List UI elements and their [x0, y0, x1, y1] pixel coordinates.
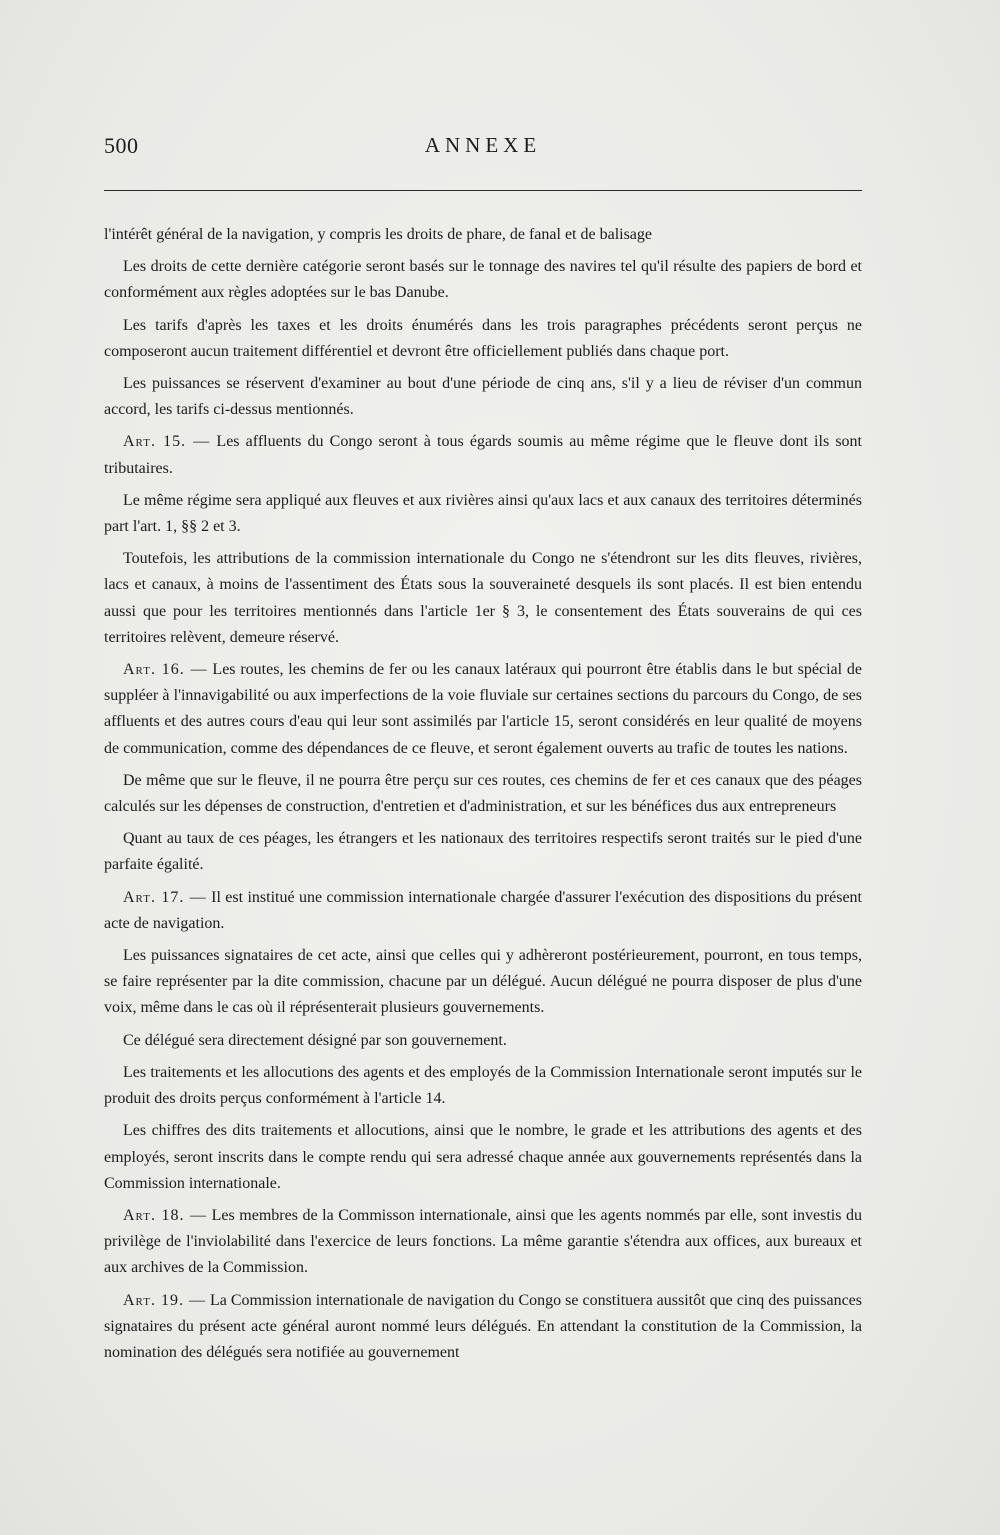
paragraph-text: Les routes, les chemins de fer ou les canaux latéraux qui pourront être établis dans le but spécial de suppléer à l'innavigabilité ou aux imperfections de la voie fluviale sur certaines sections du parcours du Congo, de ses affluents et des autres cours d'eau qui leur sont assimilés par l'article 15, seront considérés en leur qualité de moyens de communication, comme des dépendances de ce fleuve, et seront également ouverts au trafic de toutes les nations.: [104, 661, 863, 757]
article-label: Art. 19. —: [123, 1291, 206, 1309]
paragraph-text: Il est institué une commission internationale chargée d'assurer l'exécution des dispositions du présent acte de navigation.: [104, 888, 862, 932]
paragraph: [104, 313, 862, 365]
paragraph-text: Les puissances se réservent d'examiner au bout d'une période de cinq ans, s'il y a lieu de réviser d'un commun accord, les tarifs ci-dessus mentionnés.: [104, 375, 862, 419]
paragraph-text: l'intérêt général de la navigation, y compris les droits de phare, de fanal et de balisage: [104, 226, 653, 243]
article-label: Art. 15. —: [123, 433, 211, 451]
paragraph-text: Les affluents du Congo seront à tous égards soumis au même régime que le fleuve dont ils sont tributaires.: [104, 433, 862, 477]
article-label: Art. 17. —: [123, 888, 207, 906]
paragraph: [104, 488, 862, 540]
paragraph-text: Les droits de cette dernière catégorie seront basés sur le tonnage des navires tel qu'il résulte des papiers de bord et conformément aux règles adoptées sur le bas Danube.: [104, 258, 862, 302]
running-head: ANNEXE: [424, 133, 542, 157]
article-label: Art. 16. —: [123, 661, 208, 679]
paragraph: [104, 371, 862, 423]
paragraph-text: De même que sur le fleuve, il ne pourra être perçu sur ces routes, ces chemins de fer et ces canaux que des péages calculés sur les dépenses de construction, d'entretien et d'administration, et sur les bénéfices dus aux entrepreneurs: [104, 771, 862, 816]
paragraph-text: Ce délégué sera directement désigné par son gouvernement.: [123, 1031, 507, 1049]
paragraph-text: Les chiffres des dits traitements et allocutions, ainsi que le nombre, le grade et les attributions des agents et des employés, seront inscrits dans le compte rendu qui sera adressé chaque année aux gouvernements représentés dans la Commission internationale.: [104, 1122, 862, 1192]
paragraph: [104, 768, 862, 820]
article-label: Art. 18. —: [123, 1206, 208, 1224]
header-rule: [104, 190, 862, 191]
paragraph: [104, 546, 862, 651]
article-paragraph: [104, 657, 862, 762]
paragraph: [104, 222, 862, 248]
paragraph-text: Le même régime sera appliqué aux fleuves et aux rivières ainsi qu'aux lacs et aux canaux des territoires déterminés part l'art. 1, §§ 2 et 3.: [104, 491, 862, 536]
paragraph-text: La Commission internationale de navigation du Congo se constituera aussitôt que cinq des puissances signataires du présent acte général auront nommé leurs délégués. En attendant la constitution de la Commission, la nomination des délégués sera notifiée au gouvernement: [104, 1291, 863, 1361]
paragraph-text: Les traitements et les allocutions des agents et des employés de la Commission Internationale seront imputés sur le produit des droits perçus conformément à l'article 14.: [104, 1063, 862, 1108]
paragraph: [104, 254, 862, 306]
paragraph-text: Quant au taux de ces péages, les étrangers et les nationaux des territoires respectifs seront traités sur le pied d'une parfaite égalité.: [104, 830, 862, 874]
article-paragraph: [104, 1203, 862, 1282]
paragraph: [104, 943, 862, 1022]
paragraph: [104, 1118, 862, 1197]
article-paragraph: [104, 885, 862, 937]
paragraph-text: Les puissances signataires de cet acte, ainsi que celles qui y adhèreront postérieurement, pourront, en tous temps, se faire représenter par la dite commission, chacune par un délégué. Aucun délégué ne pourra disposer de plus d'une voix, même dans le cas où il réprésenterait plusieurs gouvernements.: [104, 947, 862, 1017]
paragraph-text: Les tarifs d'après les taxes et les droits énumérés dans les trois paragraphes précédents seront perçus ne composeront aucun traitement différentiel et devront être officiellement publiés dans chaque port.: [104, 316, 862, 360]
article-paragraph: [104, 429, 862, 481]
body-text: [104, 222, 862, 1372]
page-number: 500: [104, 133, 139, 158]
paragraph-text: Toutefois, les attributions de la commission internationale du Congo ne s'étendront sur les dits fleuves, rivières, lacs et canaux, à moins de l'assentiment des États sous la souveraineté desquels ils sont placés. Il est bien entendu aussi que pour les territoires mentionnés dans l'article 1er § 3, le consentement des États souverains de qui ces territoires relèvent, demeure réservé.: [104, 550, 862, 646]
paragraph-text: Les membres de la Commisson internationale, ainsi que les agents nommés par elle, sont investis du privilège de l'inviolabilité dans l'exercice de leurs fonctions. La même garantie s'étendra aux offices, aux bureaux et aux archives de la Commission.: [104, 1206, 863, 1277]
article-paragraph: [104, 1288, 862, 1367]
paragraph: [104, 826, 862, 878]
paragraph: [104, 1060, 862, 1112]
paragraph: [104, 1028, 862, 1054]
